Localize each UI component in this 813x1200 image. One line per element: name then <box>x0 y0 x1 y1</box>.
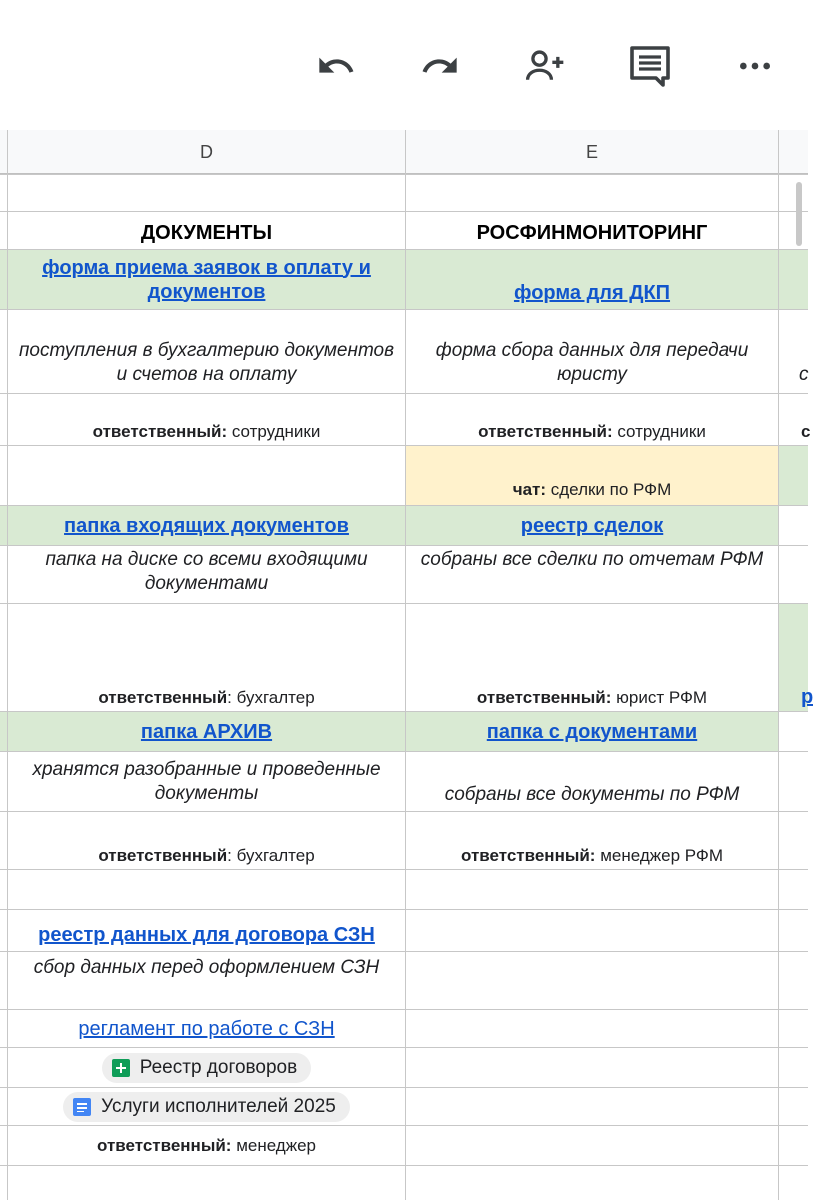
chat-text <box>513 479 672 501</box>
description-text: папка на диске со всеми входящими документами <box>45 549 368 594</box>
column-header-e[interactable]: E <box>585 142 598 162</box>
more-horizontal-icon <box>735 46 775 86</box>
responsible-value: сотрудники <box>227 422 321 441</box>
description-text: поступления в бухгалтерию документов и счетов на оплату <box>18 340 395 385</box>
cell-d-link2[interactable] <box>8 506 405 545</box>
vertical-scrollbar-thumb[interactable] <box>796 182 802 246</box>
responsible-text <box>461 845 723 867</box>
link-incoming-docs-folder[interactable]: папка входящих документов <box>64 514 349 537</box>
responsible-label: ответственный <box>98 688 228 707</box>
responsible-value: менеджер РФМ <box>595 846 723 865</box>
green-fill-f <box>779 446 808 505</box>
cell-f-link2[interactable] <box>779 604 813 711</box>
comment-icon <box>626 42 674 90</box>
cell-e-resp3[interactable] <box>406 812 778 869</box>
redo-button[interactable] <box>408 34 472 98</box>
google-docs-icon <box>73 1098 91 1116</box>
undo-icon <box>316 46 356 86</box>
chat-label: чат: <box>512 480 547 499</box>
smart-chip-docs[interactable] <box>63 1092 350 1122</box>
responsible-value: юрист РФМ <box>611 688 708 707</box>
link-fragment[interactable]: р <box>801 686 813 708</box>
description-text: хранятся разобранные и проведенные документы <box>32 759 381 804</box>
responsible-value: сотрудники <box>612 422 706 441</box>
gridline <box>0 869 808 870</box>
chip-label: Реестр договоров <box>139 1056 298 1078</box>
cell-d-resp3[interactable] <box>8 812 405 869</box>
comment-button[interactable] <box>618 34 682 98</box>
cell-d-resp1[interactable] <box>8 394 405 445</box>
link-szn-contract-registry[interactable]: реестр данных для договора СЗН <box>38 924 375 946</box>
cell-d-chip2[interactable] <box>8 1088 405 1125</box>
spreadsheet-grid <box>0 130 813 1200</box>
share-button[interactable] <box>513 34 577 98</box>
undo-button[interactable] <box>304 34 368 98</box>
gridline <box>0 174 808 175</box>
link-szn-regulations[interactable]: регламент по работе с СЗН <box>78 1017 335 1040</box>
link-deals-registry[interactable]: реестр сделок <box>520 514 664 537</box>
responsible-label: ответственный: <box>96 1135 232 1155</box>
cell-d-desc2[interactable] <box>8 548 405 603</box>
responsible-text <box>93 421 321 443</box>
link-archive-folder[interactable]: папка АРХИВ <box>140 720 273 743</box>
gridline <box>0 1165 808 1166</box>
cell-e-link3[interactable] <box>406 712 778 751</box>
cell-e-desc2[interactable] <box>406 548 778 603</box>
responsible-label: с <box>801 422 811 441</box>
cell-d-link4[interactable] <box>8 910 405 951</box>
redo-icon <box>420 46 460 86</box>
cell-f-desc1[interactable] <box>779 310 808 393</box>
gridline <box>0 951 808 952</box>
cell-d-link1[interactable] <box>8 250 405 309</box>
cell-d-header[interactable] <box>8 212 405 249</box>
google-sheets-icon <box>112 1059 130 1077</box>
cell-e-chat[interactable] <box>406 446 778 505</box>
smart-chip-sheets[interactable] <box>102 1053 311 1083</box>
responsible-label: ответственный: <box>461 846 596 865</box>
responsible-text <box>97 1135 316 1157</box>
responsible-label: ответственный <box>98 846 228 865</box>
responsible-value: менеджер <box>231 1135 317 1155</box>
cell-e-header[interactable] <box>406 212 778 249</box>
description-text: собраны все документы по РФМ <box>444 784 740 805</box>
description-text: форма сбора данных для передачи юристу <box>435 340 749 385</box>
responsible-text <box>478 421 706 443</box>
section-title-documents: ДОКУМЕНТЫ <box>140 222 273 244</box>
responsible-label: ответственный: <box>476 688 612 707</box>
cell-d-resp2[interactable] <box>8 604 405 711</box>
gridline <box>0 545 808 546</box>
cell-e-link2[interactable] <box>406 506 778 545</box>
responsible-text <box>98 845 314 867</box>
description-text: собраны все сделки по отчетам РФМ <box>420 549 764 570</box>
responsible-label: ответственный: <box>478 422 613 441</box>
responsible-value: : бухгалтер <box>227 846 315 865</box>
link-dkp-form[interactable]: форма для ДКП <box>513 282 671 304</box>
cell-d-resp4[interactable] <box>8 1126 405 1165</box>
column-header-d[interactable]: D <box>200 142 213 162</box>
responsible-value: : бухгалтер <box>227 688 315 707</box>
top-toolbar <box>0 0 808 130</box>
section-title-rosfinmonitoring: РОСФИНМОНИТОРИНГ <box>476 222 708 244</box>
cell-d-chip1[interactable] <box>8 1048 405 1087</box>
link-payment-request-form[interactable]: форма приема заявок в оплату и документов <box>42 256 371 303</box>
cell-e-desc3[interactable] <box>406 752 778 811</box>
cell-e-resp2[interactable] <box>406 604 778 711</box>
more-button[interactable] <box>723 34 787 98</box>
responsible-label: ответственный: <box>92 422 228 441</box>
chip-label: Услуги исполнителей 2025 <box>101 1095 336 1117</box>
add-person-icon <box>523 44 567 88</box>
chat-value: сделки по РФМ <box>546 480 672 499</box>
cell-f-resp1[interactable] <box>779 394 811 445</box>
responsible-text <box>98 687 314 709</box>
cell-d-desc3[interactable] <box>8 758 405 811</box>
description-text: с <box>799 364 809 385</box>
description-text: сбор данных перед оформлением СЗН <box>33 957 380 978</box>
cell-d-desc4[interactable] <box>8 956 405 1009</box>
cell-d-desc1[interactable] <box>8 310 405 393</box>
cell-d-link3[interactable] <box>8 712 405 751</box>
cell-d-link5[interactable] <box>8 1010 405 1047</box>
responsible-text <box>477 687 707 709</box>
link-documents-folder[interactable]: папка с документами <box>486 720 698 743</box>
cell-e-link1[interactable] <box>406 250 778 309</box>
cell-e-resp1[interactable] <box>406 394 778 445</box>
cell-e-desc1[interactable] <box>406 310 778 393</box>
